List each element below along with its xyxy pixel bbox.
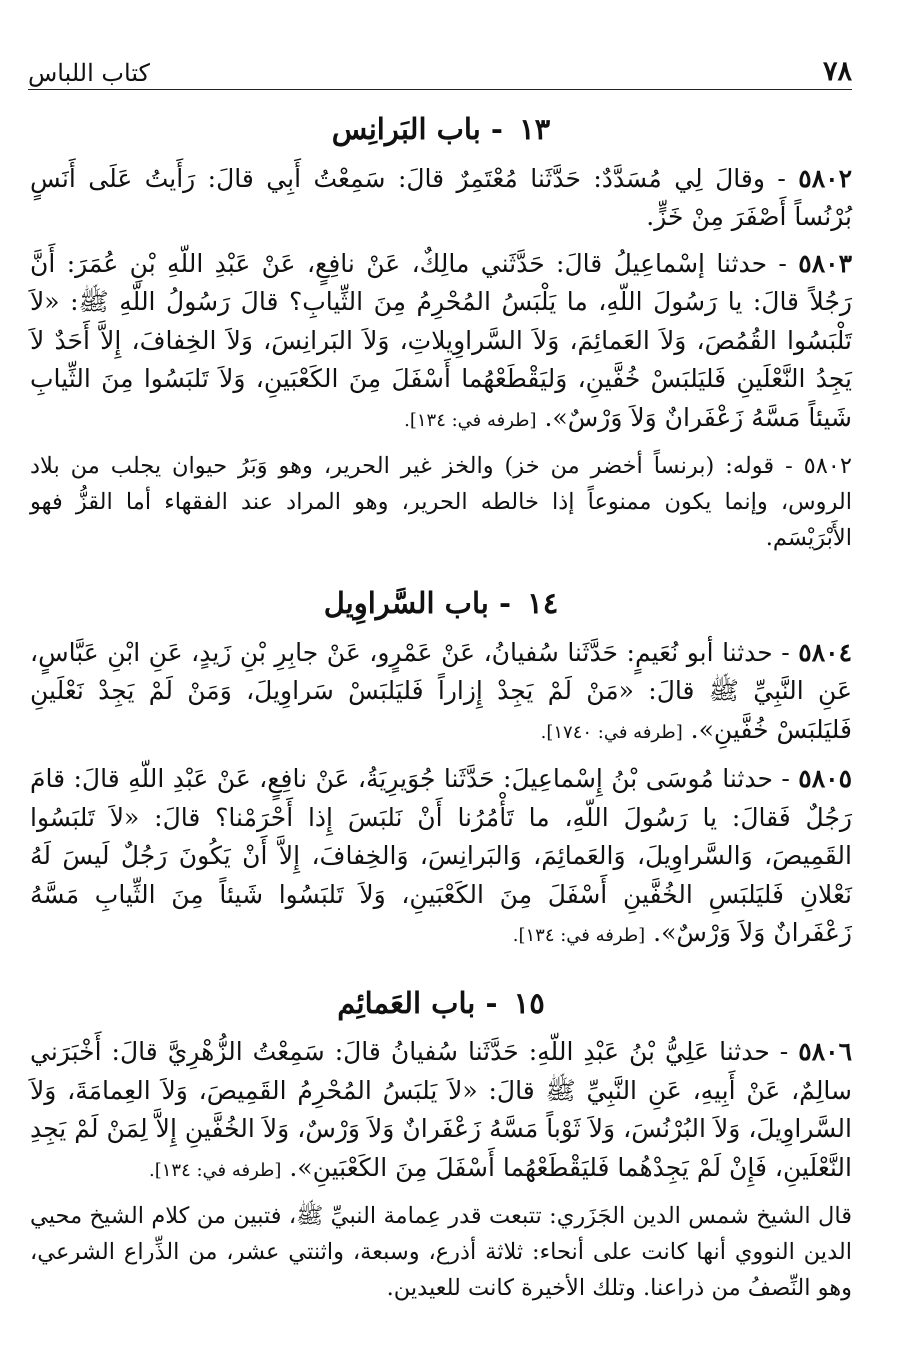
- hadith-paragraph: ٥٨٠٣ - حدثنا إسْماعِيلُ قالَ: حَدَّثَني مالِكٌ، عَنْ نافِعٍ، عَنْ عَبْدِ اللّهِ بْنِ عُمَرَ: أَنَّ رَجُلاً قالَ: يا رَسُولَ اللّهِ، ما يَلْبَسُ المُحْرِمُ مِنَ الثِّيابِ؟ قالَ رَسُولُ اللّهِ ﷺ: «لاَ تَلْبَسُوا القُمُصَ، وَلاَ العَمائِمَ، وَلاَ السَّراوِيلاتِ، وَلاَ البَرانِسَ، وَلاَ الخِفافَ، إِلاَّ أَحَدٌ لاَ يَجِدُ النَّعْلَينِ فَليَلبَسْ خُفَّينِ، وَليَقْطَعْهُما أَسْفَلَ مِنَ الكَعْبَينِ، وَلاَ تَلبَسُوا مِنَ الثِّيابِ شَيئاً مَسَّهُ زَعْفَرانٌ وَلاَ وَرْسٌ». [طرفه في: ١٣٤].: [30, 248, 852, 432]
- chapter-number: ١٣: [519, 112, 551, 146]
- cross-reference: [طرفه في: ١٣٤].: [404, 409, 537, 431]
- note-number: ٥٨٠٢: [803, 453, 852, 479]
- chapter-number: ١٤: [527, 586, 559, 620]
- hadith-text: وقالَ لِي مُسَدَّدٌ: حَدَّثَنا مُعْتَمِرٌ قالَ: سَمِعْتُ أَبِي قالَ: رَأَيتُ عَلَى أَنَسٍ بُرْنُساً أَصْفَرَ مِنْ خَزٍّ.: [30, 163, 852, 231]
- hadith-text: حدثنا إسْماعِيلُ قالَ: حَدَّثَني مالِكٌ، عَنْ نافِعٍ، عَنْ عَبْدِ اللّهِ بْنِ عُمَرَ: أَنَّ رَجُلاً قالَ: يا رَسُولَ اللّهِ، ما يَلْبَسُ المُحْرِمُ مِنَ الثِّيابِ؟ قالَ رَسُولُ اللّهِ ﷺ: «لاَ تَلْبَسُوا القُمُصَ، وَلاَ العَمائِمَ، وَلاَ السَّراوِيلاتِ، وَلاَ البَرانِسَ، وَلاَ الخِفافَ، إِلاَّ أَحَدٌ لاَ يَجِدُ النَّعْلَينِ فَليَلبَسْ خُفَّينِ، وَليَقْطَعْهُما أَسْفَلَ مِنَ الكَعْبَينِ، وَلاَ تَلبَسُوا مِنَ الثِّيابِ شَيئاً مَسَّهُ زَعْفَرانٌ وَلاَ وَرْسٌ».: [30, 248, 852, 432]
- page-header: [28, 46, 852, 90]
- note-text: قوله: (برنساً أخضر من خز) والخز غير الحرير، وهو وَبَرُ حيوان يجلب من بلاد الروس، وإنما يكون ممنوعاً إذا خالطه الحرير، وهو المراد عند الفقهاء أما القزُّ فهو الأَبْرَيْسَم.: [30, 453, 852, 551]
- chapter-title: باب البَرانِس: [331, 112, 481, 146]
- chapter-heading: [30, 108, 852, 152]
- hadith-number: ٥٨٠٣: [798, 248, 852, 278]
- chapter-dash: -: [490, 112, 503, 146]
- hadith-text: حدثنا مُوسَى بْنُ إِسْماعِيلَ: حَدَّثَنا جُوَيرِيَةُ، عَنْ نافِعٍ، عَنْ عَبْدِ اللّهِ قالَ: قامَ رَجُلٌ فَقالَ: يا رَسُولَ اللّهِ، ما تَأْمُرُنا أَنْ نَلبَسَ إِذا أَحْرَمْنا؟ قالَ: «لاَ تَلبَسُوا القَمِيصَ، وَالسَّراوِيلَ، وَالعَمائِمَ، وَالبَرانِسَ، وَالخِفافَ، إِلاَّ أَنْ يَكُونَ رَجُلٌ لَيسَ لَهُ نَعْلانِ فَليَلبَسِ الخُفَّينِ أَسْفَلَ مِنَ الكَعْبَينِ، وَلاَ تَلبَسُوا شَيئاً مِنَ الثِّيابِ مَسَّهُ زَعْفَرانٌ وَلاَ وَرْسٌ».: [30, 764, 852, 947]
- page-number: ٧٨: [822, 56, 852, 87]
- hadith-paragraph: ٥٨٠٤ - حدثنا أبو نُعَيمٍ: حَدَّثَنا سُفيانُ، عَنْ عَمْرٍو، عَنْ جابِرِ بْنِ زَيدٍ، عَنِ ابْنِ عَبَّاسٍ، عَنِ النَّبِيِّ ﷺ قالَ: «مَنْ لَمْ يَجِدْ إِزاراً فَليَلبَسْ سَراوِيلَ، وَمَنْ لَمْ يَجِدْ نَعْلَينِ فَليَلبَسْ خُفَّينِ». [طرفه في: ١٧٤٠].: [30, 637, 853, 744]
- chapter-dash: -: [498, 586, 512, 620]
- cross-reference: [طرفه في: ١٣٤].: [512, 925, 646, 946]
- running-title: كتاب اللباس: [28, 59, 150, 87]
- hadith-text: حدثنا أبو نُعَيمٍ: حَدَّثَنا سُفيانُ، عَنْ عَمْرٍو، عَنْ جابِرِ بْنِ زَيدٍ، عَنِ ابْنِ عَبَّاسٍ، عَنِ النَّبِيِّ ﷺ قالَ: «مَنْ لَمْ يَجِدْ إِزاراً فَليَلبَسْ سَراوِيلَ، وَمَنْ لَمْ يَجِدْ نَعْلَينِ فَليَلبَسْ خُفَّينِ».: [30, 637, 852, 744]
- commentary-note: [30, 1198, 852, 1306]
- chapter-heading: [30, 982, 852, 1026]
- hadith-number: ٥٨٠٦: [798, 1037, 852, 1066]
- hadith-text: حدثنا عَلِيُّ بْنُ عَبْدِ اللّهِ: حَدَّثَنا سُفيانُ قالَ: سَمِعْتُ الزُّهْرِيَّ قالَ: أَخْبَرَني سالِمٌ، عَنْ أَبِيهِ، عَنِ النَّبِيِّ ﷺ قالَ: «لاَ يَلبَسُ المُحْرِمُ القَمِيصَ، وَلاَ العِمامَةَ، وَلاَ السَّراوِيلَ، وَلاَ البُرْنُسَ، وَلاَ ثَوْباً مَسَّهُ زَعْفَرانٌ وَلاَ وَرْسٌ، وَلاَ الخُفَّينِ إِلاَّ لِمَنْ لَمْ يَجِدِ النَّعْلَينِ، فَإِنْ لَمْ يَجِدْهُما فَليَقْطَعْهُما أَسْفَلَ مِنَ الكَعْبَينِ».: [30, 1037, 852, 1182]
- cross-reference: [طرفه في: ١٣٤].: [148, 1159, 282, 1181]
- hadith-paragraph: ٥٨٠٢ - وقالَ لِي مُسَدَّدٌ: حَدَّثَنا مُعْتَمِرٌ قالَ: سَمِعْتُ أَبِي قالَ: رَأَيتُ عَلَى أَنَسٍ بُرْنُساً أَصْفَرَ مِنْ خَزٍّ.: [30, 163, 852, 231]
- chapter-title: باب السَّراوِيل: [323, 586, 489, 620]
- chapter-heading: [30, 582, 852, 626]
- hadith-number: ٥٨٠٢: [798, 163, 852, 193]
- chapter-title: باب العَمائِم: [337, 985, 476, 1020]
- hadith-number: ٥٨٠٤: [798, 637, 853, 667]
- hadith-paragraph: ٥٨٠٥ - حدثنا مُوسَى بْنُ إِسْماعِيلَ: حَدَّثَنا جُوَيرِيَةُ، عَنْ نافِعٍ، عَنْ عَبْدِ اللّهِ قالَ: قامَ رَجُلٌ فَقالَ: يا رَسُولَ اللّهِ، ما تَأْمُرُنا أَنْ نَلبَسَ إِذا أَحْرَمْنا؟ قالَ: «لاَ تَلبَسُوا القَمِيصَ، وَالسَّراوِيلَ، وَالعَمائِمَ، وَالبَرانِسَ، وَالخِفافَ، إِلاَّ أَنْ يَكُونَ رَجُلٌ لَيسَ لَهُ نَعْلانِ فَليَلبَسِ الخُفَّينِ أَسْفَلَ مِنَ الكَعْبَينِ، وَلاَ تَلبَسُوا شَيئاً مِنَ الثِّيابِ مَسَّهُ زَعْفَرانٌ وَلاَ وَرْسٌ». [طرفه في: ١٣٤].: [30, 764, 852, 947]
- chapter-number: ١٥: [513, 985, 545, 1020]
- hadith-paragraph: ٥٨٠٦ - حدثنا عَلِيُّ بْنُ عَبْدِ اللّهِ: حَدَّثَنا سُفيانُ قالَ: سَمِعْتُ الزُّهْرِيَّ قالَ: أَخْبَرَني سالِمٌ، عَنْ أَبِيهِ، عَنِ النَّبِيِّ ﷺ قالَ: «لاَ يَلبَسُ المُحْرِمُ القَمِيصَ، وَلاَ العِمامَةَ، وَلاَ السَّراوِيلَ، وَلاَ البُرْنُسَ، وَلاَ ثَوْباً مَسَّهُ زَعْفَرانٌ وَلاَ وَرْسٌ، وَلاَ الخُفَّينِ إِلاَّ لِمَنْ لَمْ يَجِدِ النَّعْلَينِ، فَإِنْ لَمْ يَجِدْهُما فَليَقْطَعْهُما أَسْفَلَ مِنَ الكَعْبَينِ». [طرفه في: ١٣٤].: [30, 1037, 852, 1182]
- chapter-dash: -: [485, 985, 498, 1020]
- commentary-note: ٥٨٠٢ - قوله: (برنساً أخضر من خز) والخز غير الحرير، وهو وَبَرُ حيوان يجلب من بلاد الروس، وإنما يكون ممنوعاً إذا خالطه الحرير، وهو المراد عند الفقهاء أما القزُّ فهو الأَبْرَيْسَم.: [30, 453, 852, 551]
- note-text: قال الشيخ شمس الدين الجَزَري: تتبعت قدر عِمامة النبيِّ ﷺ، فتبين من كلام الشيخ محيي الدين النووي أنها كانت على أنحاء: ثلاثة أذرع، وسبعة، واثنتي عشر، من الذِّراع الشرعي، وهو النِّصفُ من ذراعنا. وتلك الأخيرة كانت للعيدين.: [30, 1203, 852, 1301]
- page-body: [30, 108, 852, 1306]
- hadith-number: ٥٨٠٥: [798, 764, 852, 793]
- cross-reference: [طرفه في: ١٧٤٠].: [540, 721, 683, 743]
